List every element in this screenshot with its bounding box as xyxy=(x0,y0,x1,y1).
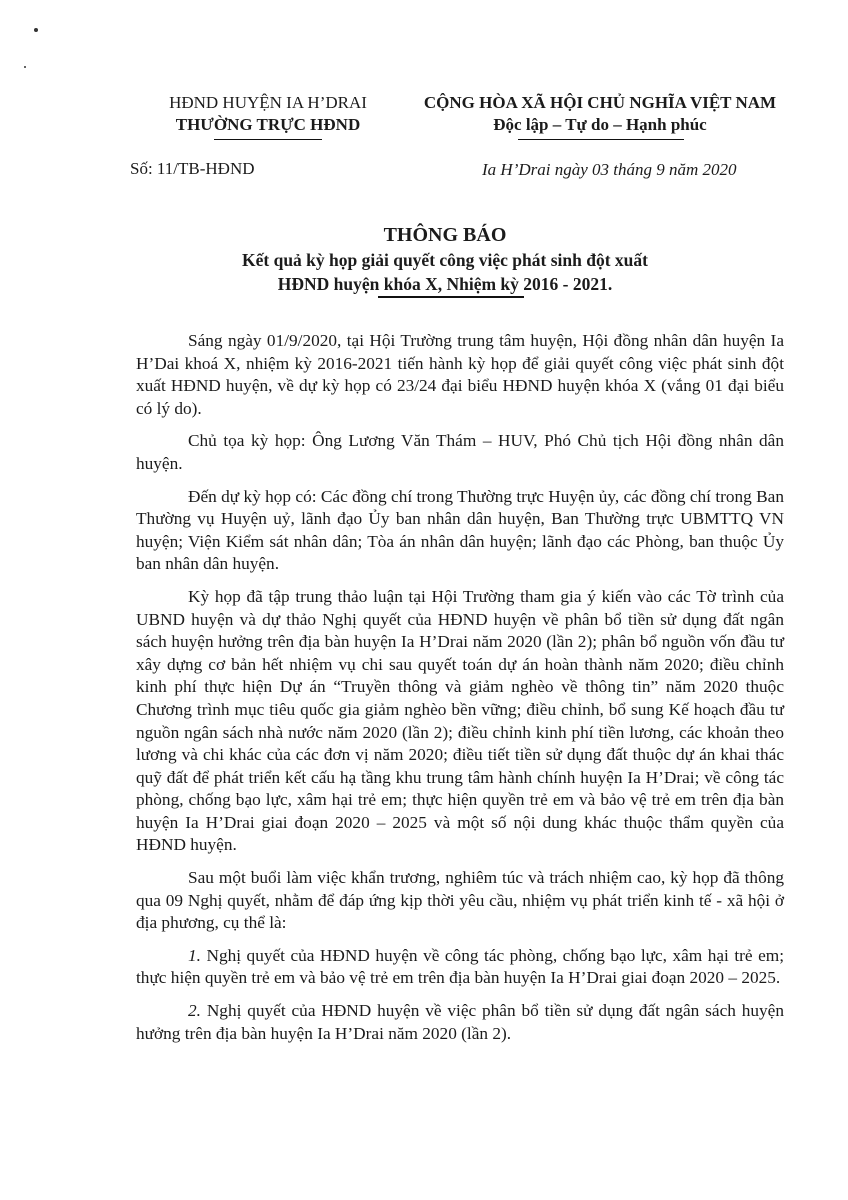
paragraph-discussion: Kỳ họp đã tập trung thảo luận tại Hội Trường tham gia ý kiến vào các Tờ trình của UBND huyện và dự thảo Nghị quyết của HĐND huyện về phân bổ tiền sử dụng đất ngân sách huyện hưởng trên địa bàn huyện Ia H’Drai năm 2020 (lần 2); phân bổ nguồn vốn đầu tư xây dựng cơ bản hết nhiệm vụ chi sau quyết toán dự án hoàn thành năm 2020; điều chỉnh kinh phí thực hiện Dự án “Truyền thông và giảm nghèo về thông tin” năm 2020 thuộc Chương trình mục tiêu quốc gia giảm nghèo bền vững; điều chỉnh, bổ sung Kế hoạch đầu tư nguồn ngân sách nhà nước năm 2020 (lần 2); điều chỉnh kinh phí tiền lương, các khoản theo lương và chi khác của các đơn vị năm 2020; điều tiết tiền sử dụng đất thuộc dự án khai thác quỹ đất để phát triển kết cấu hạ tầng khu trung tâm hành chính huyện Ia H’Drai; về công tác phòng, chống bạo lực, xâm hại trẻ em; thực hiện quyền trẻ em và bảo vệ trẻ em trên địa bàn huyện Ia H’Drai giai đoạn 2020 – 2025 và một số nội dung khác thuộc thẩm quyền của HĐND huyện. xyxy=(136,586,784,855)
paragraph-resolutions-intro: Sau một buổi làm việc khẩn trương, nghiêm túc và trách nhiệm cao, kỳ họp đã thông qua 09 Nghị quyết, nhằm để đáp ứng kịp thời yêu cầu, nhiệm vụ phát triển kinh tế - xã hội ở địa phương, cụ thể là: xyxy=(136,868,784,933)
place-and-date: Ia H’Drai ngày 03 tháng 9 năm 2020 xyxy=(482,160,737,179)
resolution-item-text: Nghị quyết của HĐND huyện về công tác phòng, chống bạo lực, xâm hại trẻ em; thực hiện quyền trẻ em và bảo vệ trẻ em trên địa bàn huyện Ia H’Drai giai đoạn 2020 – 2025. xyxy=(136,945,785,988)
paragraph-chair: Chủ tọa kỳ họp: Ông Lương Văn Thám – HUV, Phó Chủ tịch Hội đồng nhân dân huyện. xyxy=(136,431,784,473)
scan-speck xyxy=(24,66,26,68)
document-body xyxy=(136,330,784,1045)
title-main: THÔNG BÁO xyxy=(383,224,507,246)
title-underline xyxy=(378,296,524,298)
paragraph-opening: Sáng ngày 01/9/2020, tại Hội Trường trung tâm huyện, Hội đồng nhân dân huyện Ia H’Dai khoá X, nhiệm kỳ 2016-2021 tiến hành kỳ họp để giải quyết công việc phát sinh đột xuất HĐND huyện, về dự kỳ họp có 23/24 đại biểu HĐND huyện khóa X (vắng 01 đại biểu có lý do). xyxy=(136,331,784,418)
scan-speck xyxy=(34,28,38,32)
org-underline xyxy=(214,139,322,140)
nation-motto: Độc lập – Tự do – Hạnh phúc xyxy=(493,115,707,134)
org-line-2: THƯỜNG TRỰC HĐND xyxy=(175,115,361,134)
national-heading xyxy=(385,92,815,136)
resolution-item-2 xyxy=(136,1000,784,1045)
resolution-item-1 xyxy=(136,945,784,990)
document-title xyxy=(60,222,830,296)
resolution-item-text: Nghị quyết của HĐND huyện về việc phân bổ tiền sử dụng đất ngân sách huyện hưởng trên địa bàn huyện Ia H’Drai năm 2020 (lần 2). xyxy=(136,1001,784,1043)
motto-underline xyxy=(518,139,684,140)
org-line-1: HĐND HUYỆN IA H’DRAI xyxy=(169,93,367,112)
issuing-organization xyxy=(118,92,418,178)
resolution-item-number: 2. xyxy=(188,1001,201,1021)
resolution-item-number: 1. xyxy=(188,945,201,965)
title-line-2: HĐND huyện khóa X, Nhiệm kỳ 2016 - 2021. xyxy=(277,274,613,294)
paragraph-attendees: Đến dự kỳ họp có: Các đồng chí trong Thường trực Huyện ủy, các đồng chí trong Ban Thường vụ Huyện uỷ, lãnh đạo Ủy ban nhân dân huyện, Ban Thường trực UBMTTQ VN huyện; Viện Kiểm sát nhân dân; Tòa án nhân dân huyện; lãnh đạo các Phòng, ban thuộc Ủy ban nhân dân huyện. xyxy=(136,486,784,574)
title-line-1: Kết quả kỳ họp giải quyết công việc phát sinh đột xuất xyxy=(242,250,648,270)
nation-line-1: CỘNG HÒA XÃ HỘI CHỦ NGHĨA VIỆT NAM xyxy=(423,93,777,112)
document-number: Số: 11/TB-HĐND xyxy=(130,159,255,178)
